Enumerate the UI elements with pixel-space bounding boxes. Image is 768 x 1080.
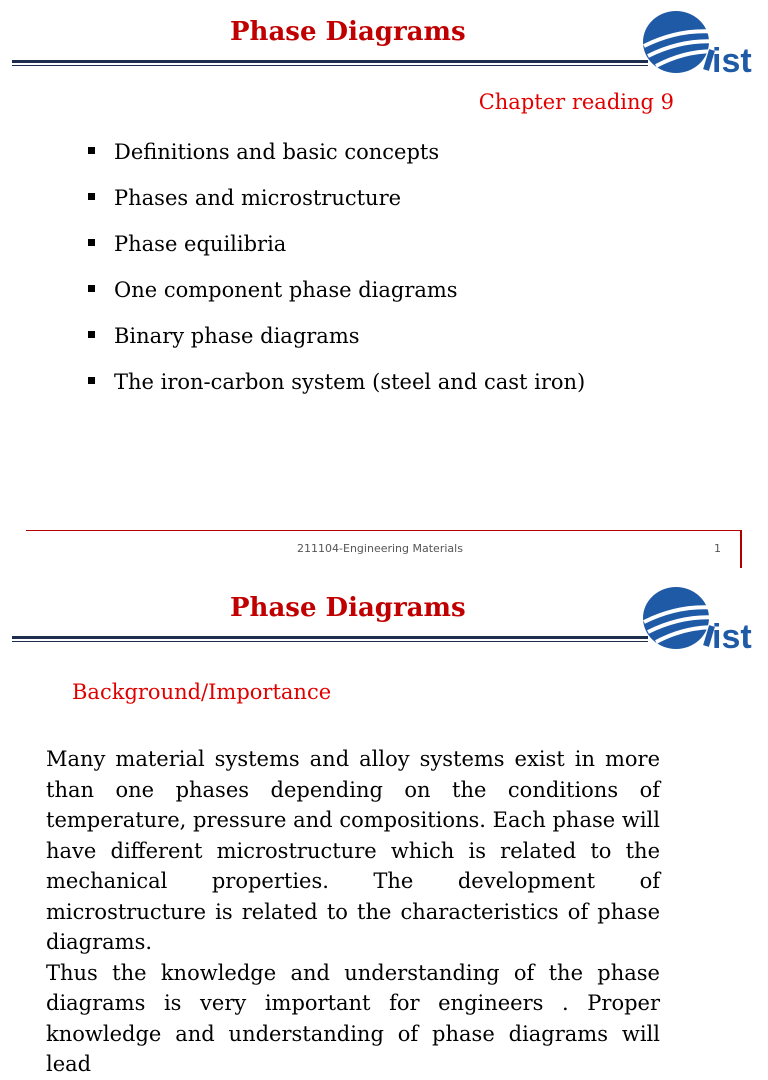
svg-text:ist: ist	[712, 618, 752, 656]
ist-logo-icon	[640, 582, 764, 654]
paragraph: Thus the knowledge and understanding of the phase diagrams is very important for engineers . Proper knowledge and understanding of phase diagrams will lead	[46, 960, 660, 1076]
ist-logo-icon	[640, 6, 764, 78]
square-bullet-icon	[88, 147, 95, 154]
list-item: Definitions and basic concepts	[86, 140, 585, 186]
footer-rule	[26, 530, 742, 531]
square-bullet-icon	[88, 193, 95, 200]
list-item: The iron-carbon system (steel and cast iron)	[86, 370, 585, 416]
footer-course: 211104-Engineering Materials	[297, 542, 463, 555]
body-text	[46, 744, 660, 1080]
chapter-reading: Chapter reading 9	[478, 90, 674, 114]
slide-title: Phase Diagrams	[230, 593, 466, 623]
list-item: Binary phase diagrams	[86, 324, 585, 370]
square-bullet-icon	[88, 285, 95, 292]
list-item: One component phase diagrams	[86, 278, 585, 324]
square-bullet-icon	[88, 331, 95, 338]
paragraph: Many material systems and alloy systems exist in more than one phases depending on the conditions of temperature, pressure and compositions. Each phase will have different microstructure which is related to the mechanical properties. The development of microstructure is related to the characteristics of phase diagrams.	[46, 747, 660, 954]
list-item: Phase equilibria	[86, 232, 585, 278]
topic-list	[86, 140, 585, 416]
square-bullet-icon	[88, 377, 95, 384]
slide-2	[0, 576, 768, 1076]
page-number: 1	[714, 542, 721, 555]
list-item: Phases and microstructure	[86, 186, 585, 232]
svg-text:ist: ist	[712, 42, 752, 80]
section-subheading: Background/Importance	[72, 680, 332, 704]
square-bullet-icon	[88, 239, 95, 246]
slide-title: Phase Diagrams	[230, 17, 466, 47]
